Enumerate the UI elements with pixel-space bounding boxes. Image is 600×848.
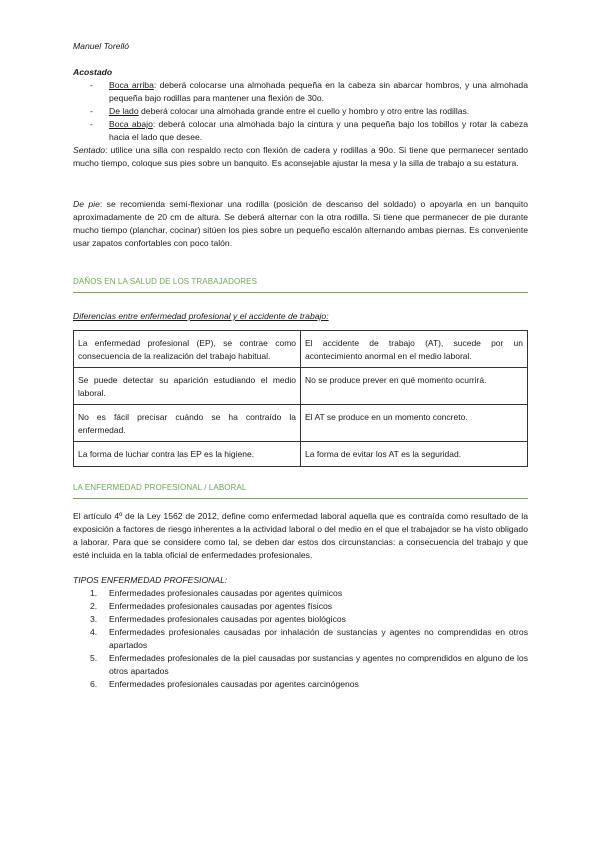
comparison-table	[73, 330, 528, 467]
list-item: - Boca abajo: deberá colocar una almohada bajo la cintura y una pequeña bajo los tobillos y rotar la cabeza hacia el lado que desee.	[90, 119, 528, 142]
sentado-label: Sentado	[73, 145, 106, 155]
table-cell: Se puede detectar su aparición estudiando el medio laboral.	[74, 368, 301, 405]
table-row	[74, 331, 528, 368]
table-cell: La enfermedad profesional (EP), se contrae como consecuencia de la realización del trabajo habitual.	[74, 331, 301, 368]
de-pie-text: : se recomienda semi-flexionar una rodilla (posición de descanso del soldado) o apoyarla en un banquito aproximadamente de 20 cm de altura. Se deberá alternar con la otra rodilla. Si tiene que permanecer de pie durante mucho tiempo (planchar, cocinar) sitúen los pies sobre un pequeño escalón alternando ambas piernas. Es conveniente usar zapatos confortables con poco talón.	[73, 199, 528, 248]
item-text: deberá colocar una almohada grande entre el cuello y hombro y otro entre las rodillas.	[138, 106, 470, 116]
types-section	[73, 574, 528, 691]
acostado-heading: Acostado	[73, 67, 113, 77]
de-pie-paragraph	[73, 198, 528, 250]
law-paragraph: El artículo 4º de la Ley 1562 de 2012, define como enfermedad laboral aquella que es contraída como resultado de la exposición a factores de riesgo inherentes a la actividad laboral o del medio en el que el trabajador se ha visto obligado a laborar. Para que se considere como tal, se deben dar estos dos circunstancias: a consecuencia del trabajo y que esté incluida en la tabla oficial de enfermedades profesionales.	[73, 511, 528, 560]
table-cell: No se produce prever en qué momento ocurrirá.	[301, 368, 528, 405]
list-item: 2. Enfermedades profesionales causadas por agentes físicos	[90, 601, 333, 611]
item-text: : deberá colocar una almohada bajo la cintura y una pequeña bajo los tobillos y rotar la cabeza hacia el lado que desee.	[109, 119, 528, 142]
table-cell: La forma de evitar los AT es la seguridad.	[301, 442, 528, 467]
list-item: 4. Enfermedades profesionales causadas por inhalación de sustancias y agentes no comprendidas en otros apartados	[90, 627, 528, 650]
author-name: Manuel Torelló	[73, 41, 130, 51]
types-heading: TIPOS ENFERMEDAD PROFESIONAL:	[73, 575, 228, 585]
item-term: Boca abajo	[109, 119, 153, 129]
table-cell: La forma de luchar contra las EP es la higiene.	[74, 442, 301, 467]
de-pie-label: De pie	[73, 199, 100, 209]
item-text: : deberá colocarse una almohada pequeña en la cabeza sin abarcar hombros, y una almohada pequeña bajo rodillas para mantener una flexión de 30o.	[109, 80, 528, 103]
acostado-list	[73, 79, 528, 144]
acostado-section	[73, 66, 528, 170]
types-list	[73, 587, 528, 691]
table-row	[74, 368, 528, 405]
list-item: 3. Enfermedades profesionales causadas por agentes biológicos	[90, 614, 346, 624]
section-title-enfermedad: LA ENFERMEDAD PROFESIONAL / LABORAL	[73, 483, 528, 499]
differences-subtitle: Diferencias entre enfermedad profesional y el accidente de trabajo:	[73, 311, 329, 321]
table-cell: El accidente de trabajo (AT), sucede por un acontecimiento anormal en el medio laboral.	[301, 331, 528, 368]
table-row	[74, 405, 528, 442]
list-item: 1. Enfermedades profesionales causadas por agentes químicos	[90, 588, 343, 598]
list-item: - De lado deberá colocar una almohada grande entre el cuello y hombro y otro entre las rodillas.	[90, 106, 470, 116]
list-item: 5. Enfermedades profesionales de la piel causadas por sustancias y agentes no comprendidos en alguno de los otros apartados	[90, 653, 528, 676]
section-title-danos: DAÑOS EN LA SALUD DE LOS TRABAJADORES	[73, 277, 528, 293]
sentado-paragraph	[73, 144, 528, 170]
sentado-text: : utilice una silla con respaldo recto con flexión de cadera y rodillas a 90o. Si tiene que permanecer sentado mucho tiempo, coloque sus pies sobre un banquito. Es aconsejable ajustar la mesa y la silla de trabajo a su estatura.	[73, 145, 528, 168]
item-term: De lado	[109, 106, 139, 116]
table-row	[74, 442, 528, 467]
list-item: 6. Enfermedades profesionales causadas por agentes carcinógenos	[90, 679, 359, 689]
table-cell: No es fácil precisar cuándo se ha contraído la enfermedad.	[74, 405, 301, 442]
list-item: - Boca arriba: deberá colocarse una almohada pequeña en la cabeza sin abarcar hombros, y una almohada pequeña bajo rodillas para mantener una flexión de 30o.	[90, 80, 528, 103]
item-term: Boca arriba	[109, 80, 154, 90]
table-cell: El AT se produce en un momento concreto.	[301, 405, 528, 442]
